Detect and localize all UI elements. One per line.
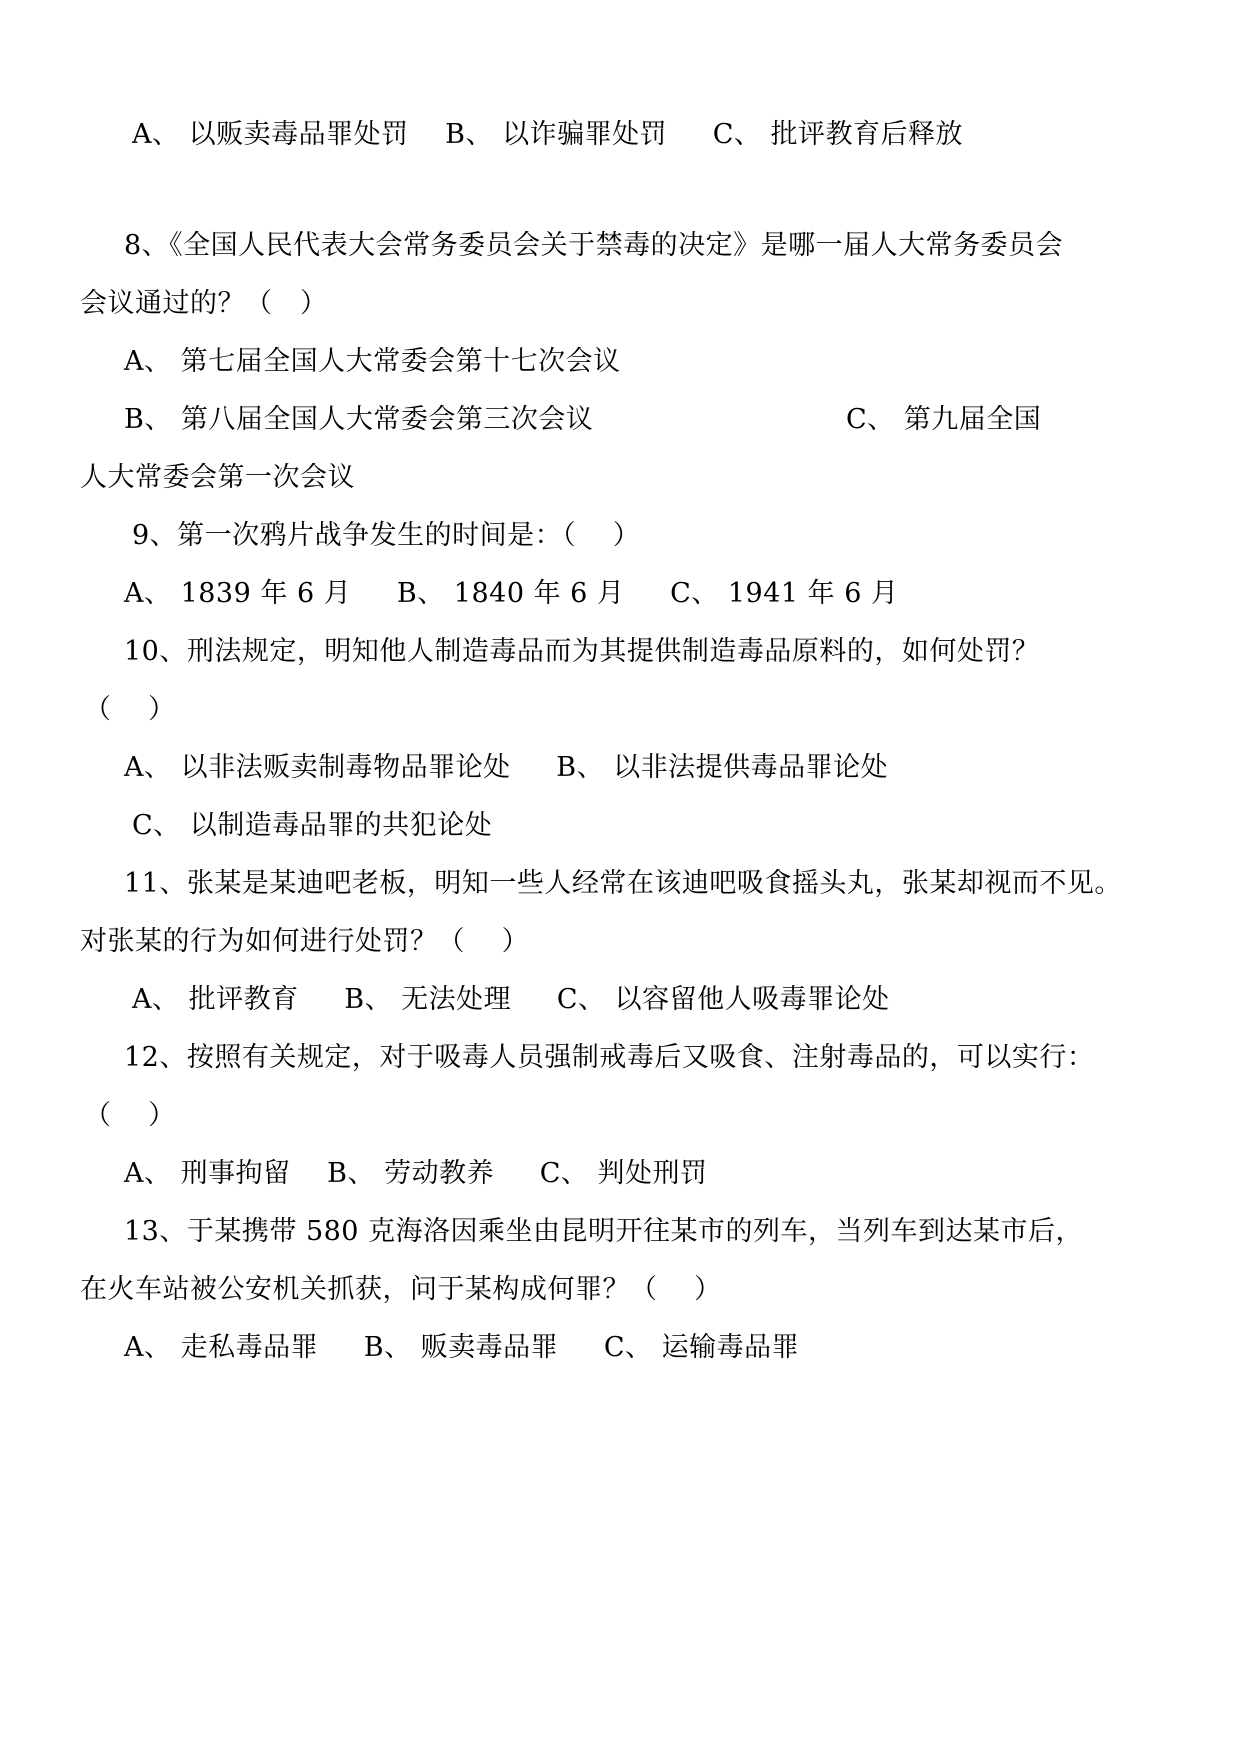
question-7-options: A、 以贩卖毒品罪处罚 B、 以诈骗罪处罚 C、 批评教育后释放 xyxy=(132,119,963,150)
question-13-stem-line-1: 13、于某携带 580 克海洛因乘坐由昆明开往某市的列车，当列车到达某市后， xyxy=(124,1216,1084,1247)
question-12-stem-line-2: （ ） xyxy=(84,1100,176,1131)
question-8-option-c-part-1: C、 第九届全国 xyxy=(846,404,1042,435)
question-12-options: A、 刑事拘留 B、 劳动教养 C、 判处刑罚 xyxy=(124,1158,708,1189)
question-9-stem: 9、第一次鸦片战争发生的时间是：（ ） xyxy=(132,520,641,551)
question-9-options: A、 1839 年 6 月 B、 1840 年 6 月 C、 1941 年 6 月 xyxy=(124,578,899,609)
question-8-stem-line-2: 会议通过的？（ ） xyxy=(80,288,328,319)
question-13-stem-line-2: 在火车站被公安机关抓获，问于某构成何罪？（ ） xyxy=(80,1274,722,1305)
question-8-option-b: B、 第八届全国人大常委会第三次会议 xyxy=(124,404,594,435)
question-8-stem-line-1: 8、《全国人民代表大会常务委员会关于禁毒的决定》是哪一届人大常务委员会 xyxy=(124,230,1064,261)
question-10-stem-line-2: （ ） xyxy=(84,694,176,725)
question-12-stem-line-1: 12、按照有关规定，对于吸毒人员强制戒毒后又吸食、注射毒品的，可以实行： xyxy=(124,1042,1095,1073)
question-10-options-ab: A、 以非法贩卖制毒物品罪论处 B、 以非法提供毒品罪论处 xyxy=(124,752,889,783)
question-8-option-a: A、 第七届全国人大常委会第十七次会议 xyxy=(124,346,621,377)
question-11-options: A、 批评教育 B、 无法处理 C、 以容留他人吸毒罪论处 xyxy=(132,984,890,1015)
question-8-option-c-part-2: 人大常委会第一次会议 xyxy=(80,462,355,493)
question-11-stem-line-1: 11、张某是某迪吧老板，明知一些人经常在该迪吧吸食摇头丸，张某却视而不见。 xyxy=(124,868,1122,899)
question-13-options: A、 走私毒品罪 B、 贩卖毒品罪 C、 运输毒品罪 xyxy=(124,1332,800,1363)
question-11-stem-line-2: 对张某的行为如何进行处罚？（ ） xyxy=(80,926,530,957)
question-10-option-c: C、 以制造毒品罪的共犯论处 xyxy=(132,810,493,841)
question-10-stem-line-1: 10、刑法规定，明知他人制造毒品而为其提供制造毒品原料的，如何处罚？ xyxy=(124,636,1040,667)
